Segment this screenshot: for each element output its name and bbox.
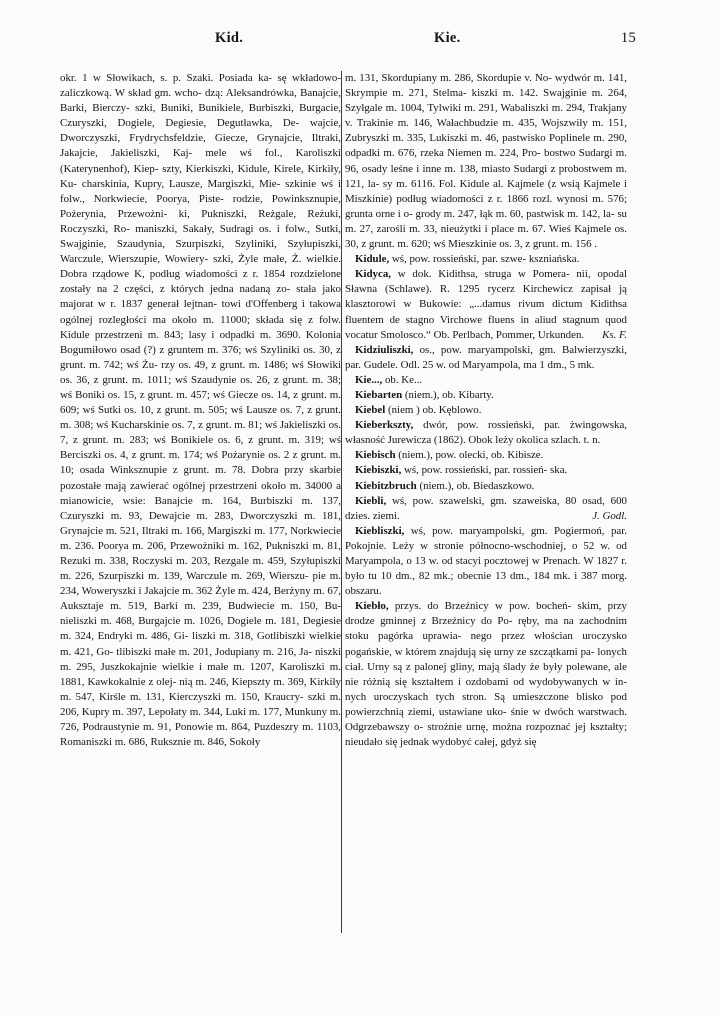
entry-text: (niem.), ob. Biedaszkowo. — [416, 479, 535, 492]
dictionary-entry — [345, 463, 627, 478]
entry-headword: Kiebliszki, — [355, 524, 405, 537]
left-column-text: okr. 1 w Słowikach, s. p. Szaki. Posiada ka- sę wkładowo-zaliczkową. W skład gm. wcho- dzą: Aleksandrówka, Banajcie, Barki, Bierczy- szki, Buniki, Bunikiele, Burbiszki, Burgacie, Czuryszki, Dogiele, Degiesie, Degutławka, De- wajcie, Dworczyszki, Frydrychsfeldzie, Giecze, Grynajcie, Iltraki, Jakajcie, Jakieliszki, Kaj- mele wś fol., Karoliszki (Katerynenhof), Kiep- szty, Kierkiszki, Kidule, Kirele, Kirkiły, Ku- charskinia, Kupry, Lausze, Margiszki, Mie- szkinie wś i folw., Norkwiecie, Poorya, Piste- rodzie, Powinksznupie, Pożerynia, Przewożni- ki, Pukniszki, Reżgale, Reżuki, Roczyszki, Ro- maniszki, Sakały, Sudragi os. i folw., Sutki, Swajginie, Szaudynia, Szurpiszki, Szyliniki, Szyłupiszki, Warczule, Wierszupie, Wowiery- szki, Żyle małe, Ż. wielkie. Dobra rządowe K, podług wiadomości z r. 1854 rozdzielone zostały na 2 części, z których jedna nadaną zo- stała jako majorat w r. 1837 generał lejtnan- towi d'Offenberg i takowa ogólnej rozległości ma około m. 11000; składa się z folw. Kidule przestrzeni m. 843; lasy i odpadki m. 3690. Kolonia Bogumiłowo osad (?) z gruntem m. 376; wś Szyliniki os. 30, z grunt. m. 742; wś Żu- rzy os. 49, z grunt. m. 1486; wś Słowiki os. 36, z grunt. m. 1011; wś Szaudynie os. 26, z grunt. m. 38; wś Boniki os. 15, z grunt. m. 457; wś Giecze os. 14, z grunt. m. 609; wś Sutki os. 10, z grunt. m. 505; wś Lausze os. 7, z grunt. m. 308; wś Kucharskinie os. 7, z grunt. m. 81; wś Jakieliszki os. 7, z grunt. m. 283; wś Bonikiele os. 6, z grunt. m. 319; wś Berciszki os. 4, z grunt. m. 174; wś Pożarynie os. 2 z grunt. m. 10; osada Winksznupie z grunt. m. 78. Dobra przy skarbie pozostałe mają zawierać ogólnej przestrzeni około m. 34000 a mianowicie, wsie: Banajcie m. 164, Burbiszki m. 137, Czuryszki m. 93, Dewajcie m. 283, Dworczyszki m. 181, Grynajcie m. 521, Iltraki m. 166, Margiszki m. 177, Norkwiecie m. 236. Poorya m. 206, Przewożniki m. 162, Pukniszki m. 81, Rezuki m. 338, Roczyski m. 203, Rezgale m. 459, Szyłupiszki m. 226, Szurpiszki m. 139, Warczule m. 269, Wierszu- pie m. 234, Woweryszki i Jakajcie m. 362 Żyle m. 424, Berżyny m. 67, Auksztaje m. 519, Barki m. 239, Budwiecie m. 150, Bu- nieliszki m. 468, Burgajcie m. 1026, Dogiele m. 181, Degiesie m. 324, Endryki m. 486, Gi- liszki m. 318, Gotlibiszki wielkie m. 421, Go- tlibiszki małe m. 201, Jodupiany m. 216, Ja- niszki m. 295, Juszkokajnie wielkie i małe m. 1207, Karoliszki m. 1881, Kawkokalnie z olej- nią m. 246, Kiepszty m. 369, Kirkiły m. 547, Kirśle m. 131, Kierczyszki m. 150, Kraucry- szki m. 206, Kupry m. 397, Lepołaty m. 344, Luki m. 177, Munkuny m. 726, Podraustynie m. 91, Ponowie m. 864, Puzdeszry m. 1103, Romaniszki m. 686, Rukszniе m. 846, Sokoły — [60, 72, 341, 749]
dictionary-entry — [345, 388, 627, 403]
entry-text: (niem.), ob. Kibarty. — [402, 388, 494, 401]
dictionary-entry — [345, 267, 627, 342]
header-left: Kid. — [215, 30, 244, 46]
entry-text: (niem.), pow. olecki, ob. Kibisze. — [395, 449, 544, 462]
entry-text: ob. Ke... — [382, 373, 423, 386]
entry-headword: Kidule, — [355, 253, 390, 266]
dictionary-entry — [345, 418, 627, 448]
entry-text: wś, pow. rossieński, par. szwe- kszniańska. — [389, 253, 580, 266]
entry-headword: Kidyca, — [355, 268, 392, 281]
entry-headword: Kiebel — [355, 404, 386, 417]
entry-headword: Kiebiszki, — [355, 464, 402, 477]
entry-text: wś, pow. rossieński, par. rossień- ska. — [401, 464, 568, 477]
entry-headword: Kiebli, — [355, 494, 387, 507]
dictionary-entry — [345, 524, 627, 599]
entry-text: dwór, pow. rossieński, par. żwingowska, własność Jurewicza (1862). Obok leży okolica szlach. t. n. — [345, 419, 627, 447]
entry-headword: Kiebitzbruch — [355, 479, 417, 492]
dictionary-entry — [345, 403, 627, 418]
column-divider — [341, 71, 342, 933]
entry-headword: Kiebisch — [355, 449, 396, 462]
right-column-intro: m. 131, Skordupiany m. 286, Skordupie v. No- wydwór m. 141, Skrympie m. 271, Stelma- kiszki m. 142. Swajginie m. 264, Szyłgale m. 1004, Tylwiki m. 291, Wabaliszki m. 294, Trakjany v. Trakinie m. 146, Wałachbudzie m. 435, Wojszwiły m. 151, Zubryszki m. 335, Lukiszki m. 46, pastwisko Poplinele m. 290, odpadki m. 676, rzeka Niemen m. 224, Pro- bostwo Sudargi m. 96, osady leśne i inne m. 138, miasto Sudargi z probostwem m. 121, la- sy m. 6116. Fol. Kidule al. Kajmele (z wsią Kajmele i Miszkinie) podług wiadomości z r. 1866 rozl. wynosi m. 576; grunta orne i o- grody m. 247, łąk m. 60, pastwisk m. 142, la- su m. 27, zarośli m. 33, nieużytki i place m. 67. Wieś Kajmele os. 30, z grunt. m. 620; wś Mieszkinie os. 3, z grunt. m. 156 . — [345, 72, 627, 251]
entry-text: w dok. Kidithsa, struga w Pomera- nii, opodal Sławna (Schlawe). R. 1295 rycerz Kirchewicz zapisał ją klasztorowi w Bukowie: „...damus rivum dictum Kidithsa fluentem de stagno Virchowe fluens in aliud stagnum quod vocatur Smolosco.“ Ob. Perlbach, Pommer, Urkunden. — [345, 268, 627, 341]
dictionary-entry — [345, 252, 627, 267]
dictionary-entry — [345, 448, 627, 463]
header-middle: Kie. — [434, 30, 461, 46]
entry-text: przys. do Brzeźnicy w pow. bocheń- skim, przy drodze gminnej z Brzeźnicy do Po- ręby, ma na zachodnim stoku pagórka uprawia- nego przez włościan uroczysko pogańskie, w którem znajdują się urny ze szczątkami pa- lonych ciał. Urny są z palonej gliny, mają ślady że były polewane, ale nie różnią się kształtem i ozdobami od wydobywanych w in- nych uroczyskach tych stron. Są umieszczone blisko pod powierzchnią ziemi, ustawiane uko- śnie w dwóch warstwach. Odgrzebawszy o- strożnie urnę, można rozpoznać jej kształty; nieudało się jednak wydobyć całej, gdyż się — [345, 600, 627, 749]
entry-signature: Ks. F. — [602, 328, 627, 341]
entries-list — [345, 252, 627, 750]
entry-headword: Kidziuliszki, — [355, 343, 414, 356]
entry-headword: Kieberkszty, — [355, 419, 414, 432]
dictionary-entry — [345, 599, 627, 750]
dictionary-entry — [345, 343, 627, 373]
dictionary-entry — [345, 373, 627, 388]
page-number: 15 — [620, 30, 636, 46]
entry-headword: Kie..., — [355, 373, 383, 386]
entry-headword: Kiebło, — [355, 600, 389, 613]
entry-signature: J. Godl. — [592, 509, 627, 522]
entry-text: os., pow. maryampolski, gm. Balwierzyszki, par. Gudele. Odl. 25 w. od Maryampola, ma 1 dm., 5 mk. — [345, 343, 627, 371]
left-column — [60, 71, 341, 750]
entry-text: (niem ) ob. Kęblowo. — [385, 404, 482, 417]
entry-text: wś, pow. szawelski, gm. szaweiska, 80 osad, 600 dzies. ziemi. — [345, 494, 627, 522]
dictionary-entry — [345, 479, 627, 494]
right-column — [345, 71, 627, 750]
dictionary-entry — [345, 494, 627, 524]
entry-headword: Kiebarten — [355, 388, 403, 401]
entry-text: wś, pow. maryampolski, gm. Pogiermoń, par. Pokojnie. Leży w stronie północno-wschodniej, o 52 w. od Maryampola, o 13 w. od stacyi pocztowej w Prenach. W 1827 r. było tu 10 dm., 82 mk.; obecnie 13 dm., 184 mk. i 387 morg. obszaru. — [345, 524, 627, 598]
